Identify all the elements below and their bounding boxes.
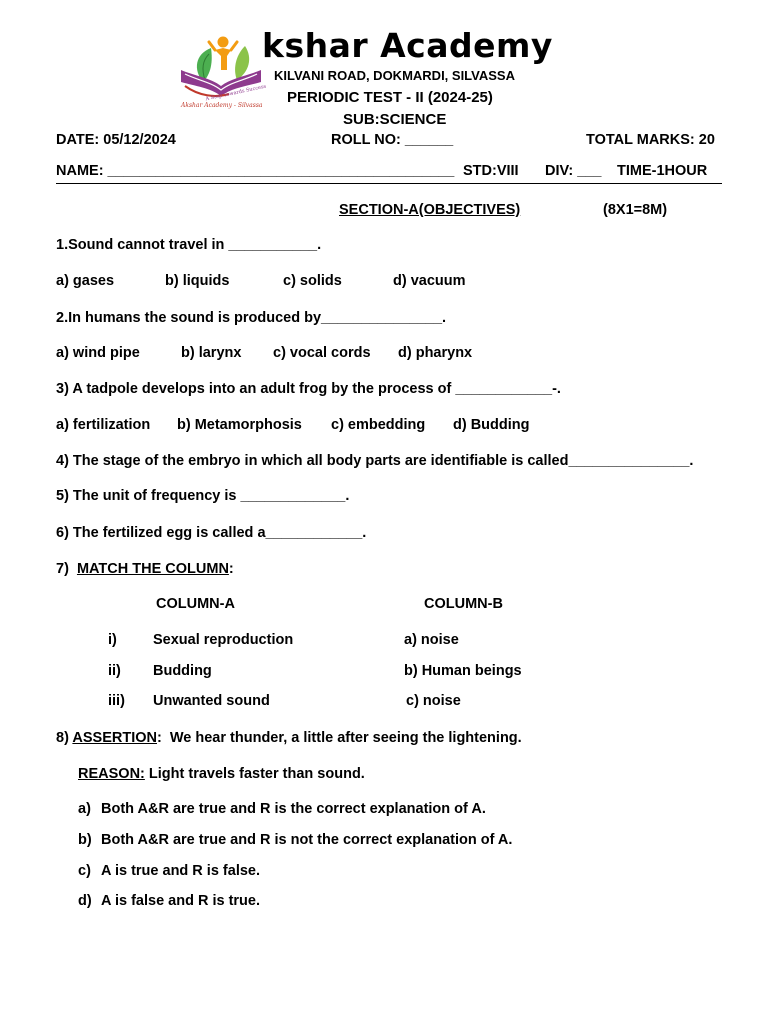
q7-number: 7) xyxy=(56,561,77,577)
question-3: 3) A tadpole develops into an adult frog by the process of ____________-. xyxy=(56,381,561,397)
q8-option-c-text: A is true and R is false. xyxy=(101,863,261,879)
assertion-text: : We hear thunder, a little after seeing the lightening. xyxy=(156,730,522,746)
q1-option-d: d) vacuum xyxy=(393,273,466,289)
reason-text: Light travels faster than sound. xyxy=(144,766,365,782)
q7-colon: : xyxy=(228,561,234,577)
academy-logo xyxy=(175,30,267,112)
match-row-1-num: i) xyxy=(108,632,117,648)
time-duration: TIME-1HOUR xyxy=(617,163,708,179)
logo-tagline: A Step Towards Success xyxy=(205,83,267,103)
q3-option-b: b) Metamorphosis xyxy=(177,417,302,433)
column-b-header: COLUMN-B xyxy=(424,596,503,612)
standard: STD:VIII xyxy=(463,163,519,179)
q8-option-c-letter: c) xyxy=(78,863,91,879)
question-6: 6) The fertilized egg is called a____________. xyxy=(56,525,367,541)
division-field: DIV: ___ xyxy=(545,163,602,179)
question-5: 5) The unit of frequency is _____________. xyxy=(56,488,350,504)
q3-option-a: a) fertilization xyxy=(56,417,151,433)
match-row-2-b: b) Human beings xyxy=(404,663,522,679)
question-1: 1.Sound cannot travel in ___________. xyxy=(56,237,322,253)
question-8-assertion xyxy=(56,730,522,746)
column-a-header: COLUMN-A xyxy=(156,596,235,612)
match-row-3-b: c) noise xyxy=(406,693,461,709)
q2-option-b: b) larynx xyxy=(181,345,242,361)
match-row-1-a: Sexual reproduction xyxy=(153,632,294,648)
student-name-field: NAME: ___________________________________________ xyxy=(56,163,455,179)
question-2: 2.In humans the sound is produced by_______________. xyxy=(56,310,447,326)
q7-title: MATCH THE COLUMN xyxy=(76,561,229,577)
q8-option-b-letter: b) xyxy=(78,832,92,848)
match-row-3-num: iii) xyxy=(108,693,125,709)
match-row-2-a: Budding xyxy=(153,663,212,679)
match-row-1-b: a) noise xyxy=(404,632,459,648)
q2-option-c: c) vocal cords xyxy=(273,345,371,361)
q8-option-a-text: Both A&R are true and R is the correct explanation of A. xyxy=(101,801,486,817)
q3-option-d: d) Budding xyxy=(453,417,530,433)
q8-number: 8) xyxy=(56,730,73,746)
section-marks: (8X1=8M) xyxy=(603,202,668,218)
match-row-2-num: ii) xyxy=(108,663,121,679)
q8-option-d-text: A is false and R is true. xyxy=(101,893,261,909)
q8-option-d-letter: d) xyxy=(78,893,92,909)
q1-option-a: a) gases xyxy=(56,273,115,289)
q3-option-c: c) embedding xyxy=(331,417,426,433)
reason-label: REASON: xyxy=(78,766,145,782)
question-8-reason xyxy=(78,766,365,782)
q1-option-b: b) liquids xyxy=(165,273,230,289)
q2-option-a: a) wind pipe xyxy=(56,345,140,361)
q8-option-a-letter: a) xyxy=(78,801,91,817)
academy-address: KILVANI ROAD, DOKMARDI, SILVASSA xyxy=(274,68,515,83)
total-marks: TOTAL MARKS: 20 xyxy=(586,132,715,148)
q1-option-c: c) solids xyxy=(283,273,342,289)
logo-caption: Akshar Academy - Silvassa xyxy=(181,102,263,109)
question-7 xyxy=(56,561,234,577)
header-divider xyxy=(56,183,722,184)
assertion-label: ASSERTION xyxy=(72,730,157,746)
academy-name: kshar Academy xyxy=(262,26,553,65)
test-name: PERIODIC TEST - II (2024-25) xyxy=(287,89,493,106)
exam-date: DATE: 05/12/2024 xyxy=(56,132,176,148)
roll-number-field: ROLL NO: ______ xyxy=(331,132,454,148)
q8-option-b-text: Both A&R are true and R is not the correct explanation of A. xyxy=(101,832,513,848)
subject-line: SUB:SCIENCE xyxy=(343,111,447,128)
match-row-3-a: Unwanted sound xyxy=(153,693,270,709)
q2-option-d: d) pharynx xyxy=(398,345,473,361)
section-title: SECTION-A(OBJECTIVES) xyxy=(339,202,521,218)
question-4: 4) The stage of the embryo in which all body parts are identifiable is called_______________. xyxy=(56,453,694,469)
